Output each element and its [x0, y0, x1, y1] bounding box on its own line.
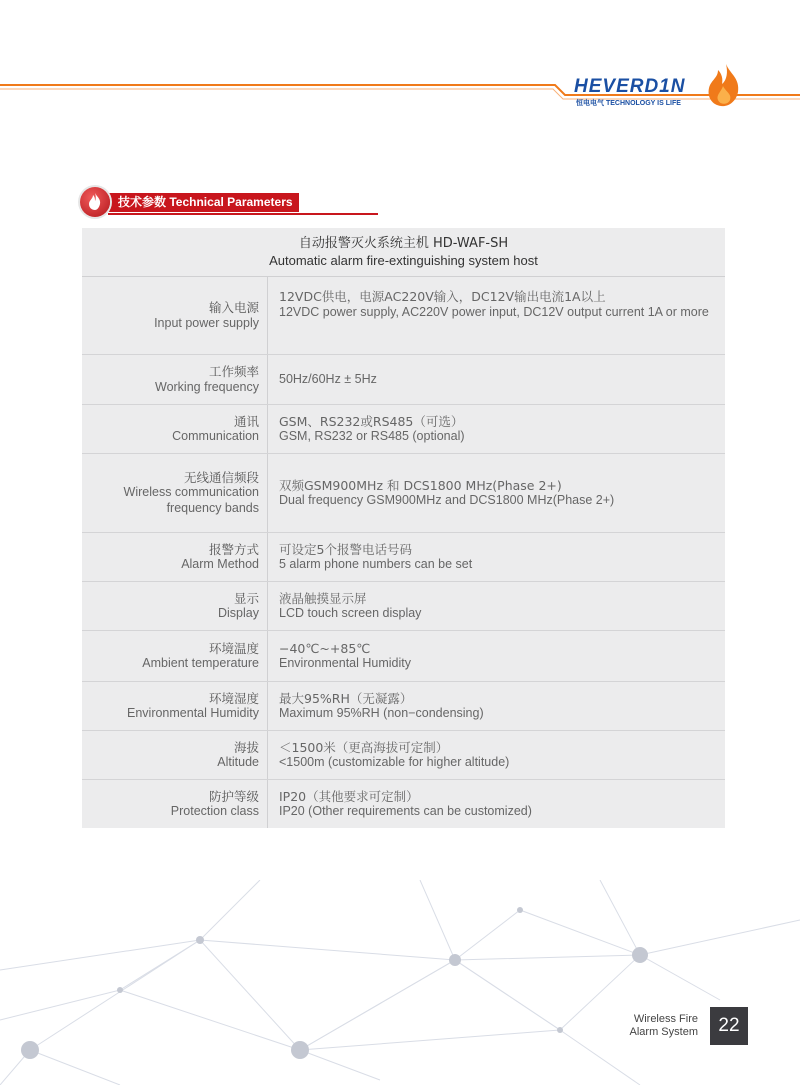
section-title-cn: 技术参数: [118, 195, 167, 209]
footer-line-2: Alarm System: [629, 1026, 698, 1038]
footer-line-1: Wireless Fire: [633, 1013, 698, 1025]
network-decor: [0, 880, 800, 1085]
label-cn: 海拔: [233, 739, 259, 755]
label-cn: 显示: [233, 590, 259, 606]
section-rule: [108, 213, 378, 215]
value-en: GSM, RS232 or RS485 (optional): [279, 429, 465, 443]
label-cn: 通讯: [233, 413, 259, 429]
value-cn: GSM、RS232或RS485（可选）: [279, 413, 464, 429]
value-cn: 最大95%RH（无凝露）: [279, 690, 413, 706]
label-cn: 无线通信频段: [183, 469, 259, 485]
row-label: [82, 355, 268, 404]
table-row: [82, 780, 725, 828]
brand-sub-en: TECHNOLOGY IS LIFE: [605, 100, 681, 107]
parameter-table: [82, 228, 725, 828]
row-value: [268, 582, 725, 630]
row-label: [82, 682, 268, 730]
row-label: [82, 731, 268, 779]
table-row: [82, 533, 725, 582]
table-row: [82, 631, 725, 682]
value-en: IP20 (Other requirements can be customized): [279, 804, 532, 818]
value-en: LCD touch screen display: [279, 606, 422, 620]
label-cn: 工作频率: [208, 364, 259, 379]
row-label: [82, 582, 268, 630]
table-row: [82, 682, 725, 731]
label-cn: 环境湿度: [208, 690, 259, 706]
brand-tagline: [576, 98, 681, 108]
value-en: 12VDC power supply, AC220V power input, DC12V output current 1A or more: [279, 304, 709, 319]
row-value: [268, 405, 725, 453]
row-value: [268, 682, 725, 730]
row-value: [268, 780, 725, 828]
row-label: [82, 454, 268, 532]
brand-name: HEVERD1N: [574, 76, 686, 97]
table-row: [82, 731, 725, 780]
footer-title: [630, 1013, 698, 1039]
table-row: [82, 277, 725, 355]
row-label: [82, 405, 268, 453]
value-cn: 双频GSM900MHz 和 DCS1800 MHz(Phase 2+): [279, 477, 562, 493]
value-en: 5 alarm phone numbers can be set: [279, 557, 473, 571]
row-value: [268, 731, 725, 779]
fire-icon: [88, 193, 102, 211]
value-en: <1500m (customizable for higher altitude): [279, 755, 510, 769]
table-row: [82, 454, 725, 533]
value-cn: ＜1500米（更高海拔可定制）: [279, 739, 449, 755]
table-title: [82, 228, 725, 277]
label-en: Ambient temperature: [142, 656, 259, 670]
page-number: 22: [710, 1007, 748, 1045]
value-en: Dual frequency GSM900MHz and DCS1800 MHz(Phase 2+): [279, 493, 615, 507]
brand-sub-cn: 恒电电气: [576, 100, 604, 107]
row-value: [268, 277, 725, 354]
row-label: [82, 780, 268, 828]
brand-logo: [574, 72, 774, 112]
value-en: Environmental Humidity: [279, 656, 411, 670]
label-en: Wireless communication frequency bands: [123, 485, 259, 515]
fire-badge: [80, 187, 110, 217]
table-title-cn: 自动报警灭火系统主机 HD-WAF-SH: [298, 236, 509, 251]
table-title-en: Automatic alarm fire-extinguishing system host: [269, 253, 538, 268]
value-cn: 12VDC供电，电源AC220V输入，DC12V输出电流1A以上: [279, 289, 606, 304]
label-cn: 环境温度: [208, 640, 259, 656]
label-en: Input power supply: [154, 315, 259, 330]
label-en: Protection class: [170, 804, 259, 818]
row-value: [268, 454, 725, 532]
row-value: [268, 533, 725, 581]
table-row: [82, 405, 725, 454]
label-cn: 防护等级: [208, 788, 259, 804]
value-cn: 可设定5个报警电话号码: [279, 541, 412, 557]
table-row: [82, 582, 725, 631]
value-en: Maximum 95%RH (non−condensing): [279, 706, 484, 720]
row-value: [268, 355, 725, 404]
section-heading: [80, 187, 320, 219]
section-title-en: Technical Parameters: [169, 195, 293, 209]
row-label: [82, 277, 268, 354]
row-label: [82, 533, 268, 581]
label-cn: 报警方式: [208, 541, 259, 557]
value-cn: −40℃~+85℃: [279, 640, 371, 656]
label-en: Alarm Method: [181, 557, 259, 571]
table-row: [82, 355, 725, 405]
flame-icon: [704, 62, 744, 108]
value-en: 50Hz/60Hz ± 5Hz: [279, 371, 377, 386]
value-cn: IP20（其他要求可定制）: [279, 788, 419, 804]
label-en: Display: [218, 606, 259, 620]
label-en: Working frequency: [155, 379, 259, 394]
section-label: [108, 193, 299, 212]
row-label: [82, 631, 268, 681]
label-en: Environmental Humidity: [127, 706, 259, 720]
label-cn: 输入电源: [208, 300, 259, 315]
value-cn: 液晶触摸显示屏: [279, 590, 367, 606]
label-en: Altitude: [217, 755, 259, 769]
label-en: Communication: [172, 429, 259, 443]
row-value: [268, 631, 725, 681]
